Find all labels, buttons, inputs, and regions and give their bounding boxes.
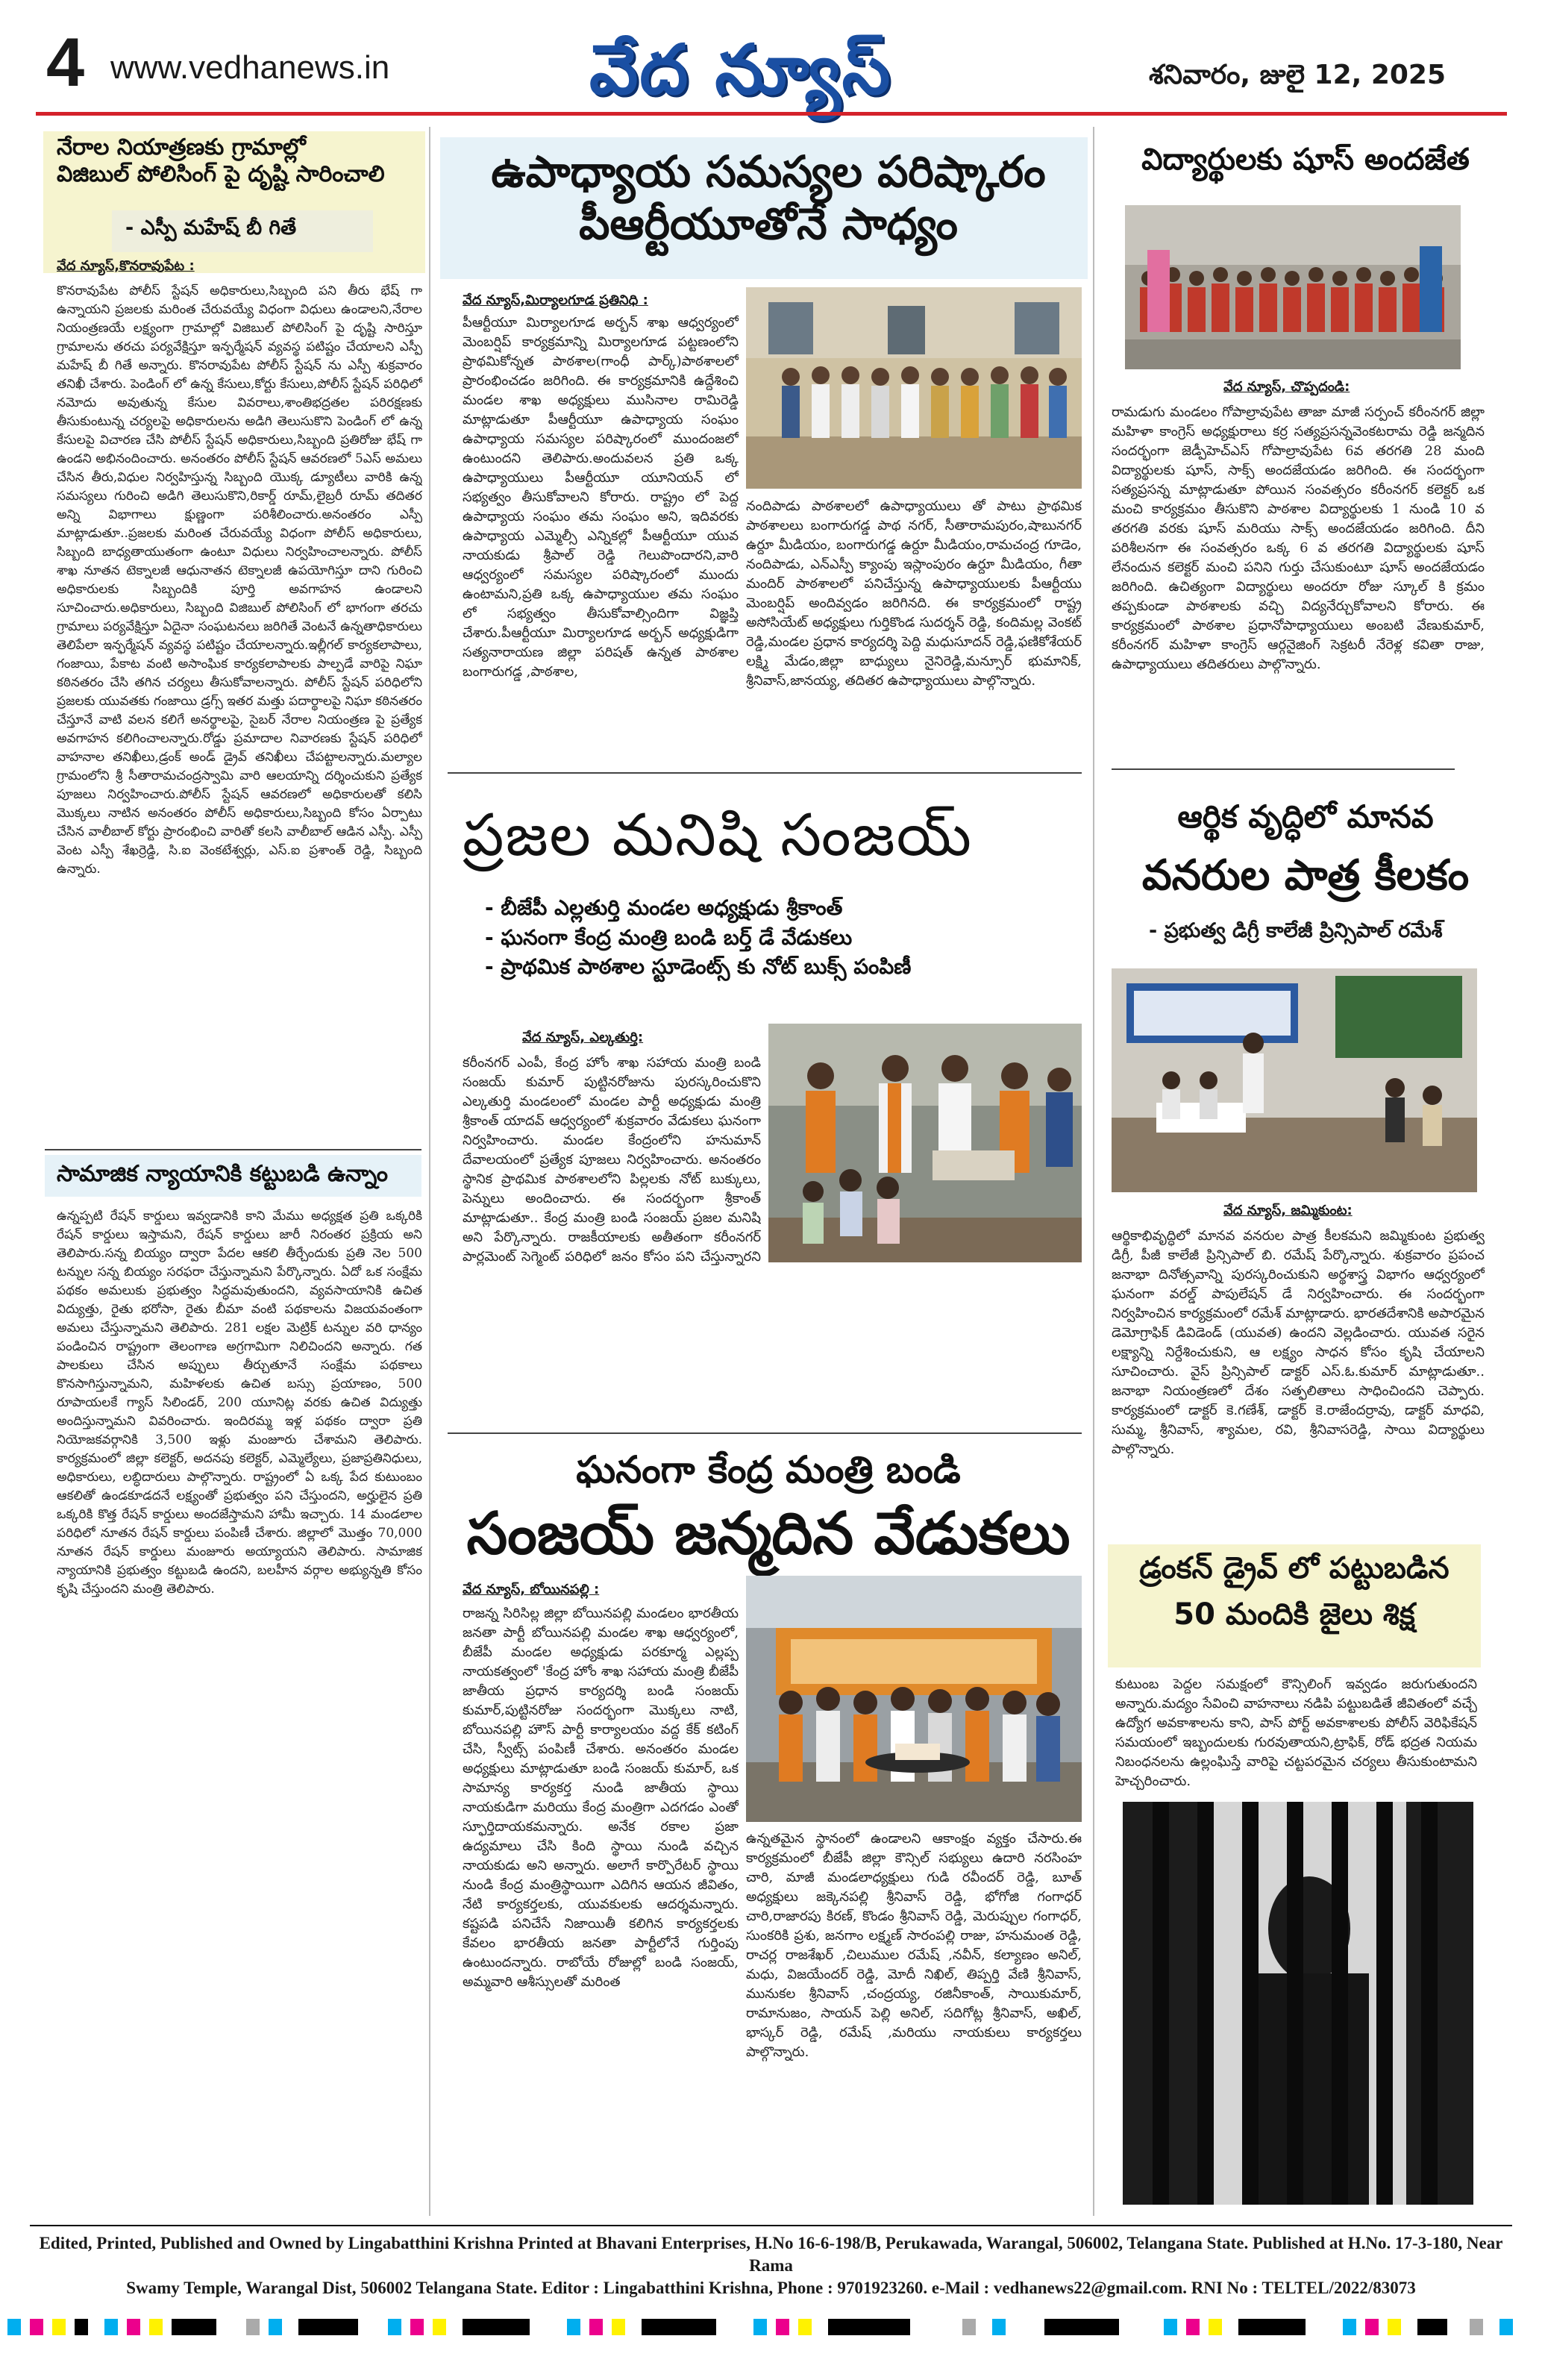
article-title-line: పీఆర్టీయూతోనే సాధ్యం	[579, 198, 958, 249]
section-divider	[1112, 768, 1455, 770]
article-title-line: విజిబుల్ పోలిసింగ్ పై దృష్టి సారించాలి	[57, 161, 385, 187]
article-subtitle: - ఎస్పీ మహేష్ బీ గితే	[125, 216, 297, 239]
imprint-line: Edited, Printed, Published and Owned by Lingabatthini Krishna Printed at Bhavani Enterprises, H.No 16-6-198/B, Perukawada, Warangal, 506002, Telangana State. Published at H.No. 17-3-180, Near Rama	[39, 2234, 1503, 2275]
article-title: సామాజిక న్యాయానికి కట్టుబడి ఉన్నాం	[57, 1161, 388, 1187]
article-title: డ్రంకన్ డ్రైవ్ లో పట్టుబడిన	[1139, 1551, 1449, 1585]
article-body: పీఆర్టీయూ మిర్యాలగూడ అర్బన్ శాఖ ఆధ్వర్యంలో మెంబర్షిప్ కార్యక్రమాన్ని మిర్యాలగూడ పట్టణంలోని ప్రాథమికోన్నత పాఠశాల(గాంధీ పార్క్)పాఠశాలలో ప్రారంభించడం జరిగింది. ఈ కార్యక్రమానికి ఉద్దేశించి మండల శాఖ అధ్యక్షులు ముసినాల రామిరెడ్డి మాట్లాడుతూ పీఆర్టీయూ ఉపాధ్యాయ సంఘం ఉపాధ్యాయ సమస్యల పరిష్కారంలో ముందంజలో ఉంటుందని తెలిపారు.అందువలన ప్రతి ఒక్క ఉపాధ్యాయులు పీఆర్టీయూ యూనియన్ లో సభ్యత్వం తీసుకోవాలని కోరారు. రాష్ట్రం లో పెద్ద ఉపాధ్యాయ సంఘం తమ సంఘం అని, ఇదివరకు ఉపాధ్యాయ ఎమ్మెల్సీ ఎన్నికల్లో పీఆర్టీయూ యువ నాయకుడు శ్రీపాల్ రెడ్డి గెలుపొందారని,వారి ఆధ్వర్యంలో సమస్యల పరిష్కారంలో ముందు ఉంటామని,ప్రతి ఒక్క ఉపాధ్యాయుల తమ సంఘం లో సభ్యత్వం తీసుకోవాల్సిందిగా విజ్ఞప్తి చేశారు.పీఆర్టీయూ మిర్యాలగూడ అర్బన్ అధ్యక్షుడిగా సత్యనారాయణ జిల్లా పరిషత్ ఉన్నత పాఠశాల బంగారుగడ్డ ,పాఠశాల,	[463, 315, 739, 680]
masthead-logo: వేద న్యూస్	[589, 30, 892, 110]
article-title	[57, 134, 422, 188]
section-divider	[448, 1432, 1082, 1434]
article-body-continued	[463, 1268, 1082, 1418]
section-divider	[448, 772, 1082, 774]
article-title: విద్యార్థులకు షూస్ అందజేత	[1141, 143, 1470, 177]
bullet-item: - బీజేపీ ఎల్లతుర్తి మండల అధ్యక్షుడు శ్రీకాంత్	[485, 895, 843, 920]
section-divider	[45, 1149, 421, 1150]
article-body: రాజన్న సిరిసిల్ల జిల్లా బోయినపల్లి మండలం భారతీయ జనతా పార్టీ బోయినపల్లి మండల శాఖ ఆధ్వర్యంలో, బీజేపీ మండల అధ్యక్షుడు పరకూర్మ ఎల్లప్ప నాయకత్వంలో 'కేంద్ర హోం శాఖ సహాయ మంత్రి బీజేపీ జాతీయ ప్రధాన కార్యదర్శి బండి సంజయ్ కుమార్,పుట్టినరోజు సందర్భంగా మొక్కలు నాటి, బోయినపల్లి హౌస్ పార్టీ కార్యాలయం వద్ద కేక్ కటింగ్ చేసి, స్వీట్స్ పంపిణీ చేశారు. అనంతరం మండల అధ్యక్షులు మాట్లాడుతూ బండి సంజయ్ కుమార్, ఒక సామాన్య కార్యకర్త నుండి జాతీయ స్థాయి నాయకుడిగా మరియు కేంద్ర మంత్రిగా ఎదగడం ఎంతో స్ఫూర్తిదాయకమన్నారు. అనేక రకాల ప్రజా ఉద్యమాలు చేసి కింది స్థాయి నుండి వచ్చిన నాయకుడు అని అన్నారు. అలాగే కార్పొరేటర్ స్థాయి నుండి కేంద్ర మంత్రిస్థాయిగా ఎదిగిన ఆయన జీవితం, నేటి కార్యకర్తలకు, యువకులకు ఆదర్శమన్నారు. కష్టపడి పనిచేసే నిజాయితీ కలిగిన కార్యకర్తలకు కేవలం భారతీయ జనతా పార్టీలోనే గుర్తింపు ఉంటుందన్నారు. రాబోయే రోజుల్లో బండి సంజయ్, అమ్మవారి ఆశీస్సులతో మరింత	[463, 1606, 739, 1990]
article-title: ఆర్థిక వృద్ధిలో మానవ	[1177, 798, 1434, 835]
article-body: కరీంనగర్ ఎంపీ, కేంద్ర హోం శాఖ సహాయ మంత్రి బండి సంజయ్ కుమార్ పుట్టినరోజును పురస్కరించుకొని ఎల్కతుర్తి మండలంలో మండల పార్టీ అధ్యక్షుడు మంత్రి శ్రీకాంత్ యాదవ్ ఆధ్వర్యంలో శుక్రవారం వేడుకలు ఘనంగా నిర్వహించారు. మండల కేంద్రంలోని హనుమాన్ దేవాలయంలో ప్రత్యేక పూజలు నిర్వహించారు. అనంతరం స్థానిక ప్రాథమిక పాఠశాలలోని పిల్లలకు నోట్ బుక్కులు, పెన్నులు అందించారు. ఈ సందర్భంగా శ్రీకాంత్ మాట్లాడుతూ.. కేంద్ర మంత్రి బండి సంజయ్ ప్రజల మనిషి అని పేర్కొన్నారు. రాజకీయాలకు అతీతంగా కరీంనగర్ పార్లమెంట్ సెగ్మెంట్ పరిధిలో జనం కోసం పని చేస్తున్నారని	[463, 1055, 761, 1265]
dateline: వేద న్యూస్, చొప్పదండి:	[1223, 379, 1350, 395]
article-bullets	[485, 895, 911, 984]
dateline: వేద న్యూస్,కొనరావుపేట :	[57, 258, 195, 274]
column-divider	[429, 127, 430, 2216]
jail-bars-photo	[1123, 1802, 1473, 2205]
article-title: ప్రజల మనిషి సంజయ్	[463, 802, 973, 869]
page-number: 4	[46, 25, 85, 101]
footer-rule	[30, 2225, 1512, 2226]
bullet-item: - ప్రాథమిక పాఠశాల స్టూడెంట్స్ కు నోట్ బుక్స్ పంపిణీ	[485, 954, 912, 980]
dateline: వేద న్యూస్, ఎల్కతుర్తి:	[522, 1030, 644, 1045]
article-body: ఉన్నతమైన స్థానంలో ఉండాలని ఆకాంక్షం వ్యక్తం చేసారు.ఈ కార్యక్రమంలో బీజేపీ జిల్లా కౌన్సిల్ సభ్యులు ఉదారి నరసింహ చారి, మాజీ మండలాధ్యక్షులు గుడి రవీందర్ రెడ్డి, బూత్ అధ్యక్షులు జక్కెనపల్లి శ్రీనివాస్ రెడ్డి, భోగోజి గంగాధర్ చారి,రాజారపు కిరణ్, కొండం శ్రీనివాస్ రెడ్డి, మెరుప్పుల గంగాధర్, సుంకరికి ప్రశు, జనగాం లక్ష్మణ్ సారంపల్లి రాజు, హనుమంత రెడ్డి, రాచర్ల రాజశేఖర్ ,చిలుముల రమేష్ ,నవీన్, కల్యాణం అనిల్, మధు, విజయేందర్ రెడ్డి, మోదీ నిఖిల్, తిప్పర్తి వేణి శ్రీనివాస్, మునుకల శ్రీనివాస్ ,చంద్రయ్య, రజినీకాంత్, సాయికుమార్, రామానుజం, సాయన్ పెల్లి అనిల్, సదిగోట్ల శ్రీనివాస్, అఖిల్, భాస్కర్ రెడ్డి, రమేష్ ,మరియు నాయకులు కార్యకర్తలు పాల్గొన్నారు.	[746, 1831, 1082, 2060]
birthday-celebration-photo	[746, 1576, 1082, 1822]
imprint-footer	[30, 2232, 1512, 2299]
color-registration-bar	[0, 2319, 1542, 2337]
imprint-line: Swamy Temple, Warangal Dist, 506002 Telangana State. Editor : Lingabatthini Krishna, Phone : 9701923260. e-Mail : vedhanews22@gmail.com. RNI No : TELTEL/2022/83073	[126, 2279, 1416, 2297]
article-title: సంజయ్ జన్మదిన వేడుకలు	[466, 1500, 1071, 1568]
seminar-photo	[1112, 968, 1477, 1192]
bullet-item: - ఘనంగా కేంద్ర మంత్రి బండి బర్త్ డే వేడుకలు	[485, 924, 853, 950]
teachers-group-photo	[746, 287, 1082, 489]
article-body: కుటుంబ పెద్దల సమక్షంలో కౌన్సిలింగ్ ఇవ్వడం జరుగుతుందని అన్నారు.మద్యం సేవించి వాహనాలు నడిపి పట్టుబడితే జీవితంలో వచ్చే ఉద్యోగ అవకాశాలను కాని, పాస్ పోర్ట్ అవకాశాలకు పోలీస్ వెరిఫికేషన్ సమయంలో ఇబ్బందులకు గురవుతాయని,ట్రాఫిక్, రోడ్ భద్రత నియమ నిబంధనలను ఉల్లంఘిస్తే వారిపై చట్టపరమైన చర్యలు తీసుకుంటామని హెచ్చరించారు.	[1115, 1676, 1477, 1789]
students-shoes-photo	[1125, 205, 1461, 369]
website-url[interactable]: www.vedhanews.in	[110, 49, 390, 86]
dateline: వేద న్యూస్,మిర్యాలగూడ ప్రతినిధి :	[463, 292, 648, 308]
header-rule	[36, 112, 1507, 116]
dateline: వేద న్యూస్, జమ్మికుంట:	[1223, 1203, 1353, 1218]
dateline: వేద న్యూస్, బోయినపల్లి :	[463, 1582, 600, 1597]
article-title-line: ఉపాధ్యాయ సమస్యల పరిష్కారం	[491, 146, 1046, 197]
article-subtitle: - ప్రభుత్వ డిగ్రీ కాలేజీ ప్రిన్సిపాల్ రమేశ్	[1149, 919, 1443, 942]
column-divider	[1093, 127, 1094, 2216]
article-body: కొనరావుపేట పోలీస్ స్టేషన్ అధికారులు,సిబ్బంది పని తీరు భేష్ గా ఉన్నాయని ప్రజలకు మరింత చేరువయ్యే విధంగా విధులు ఉండాలని,నేరాల నియంత్రణయే లక్ష్యంగా గ్రామాల్లో విజిబుల్ పోలిసింగ్ పై దృష్టి సారిస్తూ గ్రామాలను తరచు పర్యవేక్షిస్తూ ఇన్ఫర్మేషన్ వ్యవస్థ పటిష్టం చేయాలని ఎస్పీ మహేష్ బీ గితే అన్నారు. కొనరావుపేట పోలీస్ స్టేషన్ ను ఎస్పీ శుక్రవారం తనిఖీ చేశారు. పెండింగ్ లో ఉన్న కేసులు,కోర్టు కేసులు,పోలీస్ స్టేషన్ పరిధిలో నమోదు అవుతున్న కేసుల వివరాలు,శాంతిభద్రతల పరిరక్షణకు తీసుకుంటున్న చర్యలపై అధికారులను అడిగి తెలుసుకొని పెండింగ్ లో ఉన్న కేసులపై విచారణ చేసి పోలీస్ స్టేషన్ అధికారులు,సిబ్బంది ప్రతిరోజు భేష్ గా ఉండని అభినందించారు. అనంతరం పోలీస్ స్టేషన్ ఆవరణలో 5ఎస్ అమలు చేసిన తీరు,విధుల నిర్వహిస్తున్న సిబ్బంది యొక్క డ్యూటీలు వారికి ఉన్న సమస్యలు గురించి అడిగి తెలుసుకొని,రికార్డ్ రూమ్,లైబ్రరీ రూమ్ తదితర అన్ని విభాగాలు క్షుణ్ణంగా పరిశీలించారు.అనంతరం ఎస్పీ మాట్లాడుతూ..ప్రజలకు మరింత చేరువయ్యే విధంగా పోలీస్ అధికారులు, సిబ్బంది బాధ్యతాయుతంగా ఉంటూ విధులు నిర్వహించాలన్నారు. పోలీస్ శాఖ నూతన టెక్నాలజీ ఆధునాతన టెక్నాలజీ ఉపయోగిస్తూ దాని గురించి అధికారులకు సిబ్బందికి పూర్తి అవగాహన ఉండాలని సూచించారు.అధికారులు, సిబ్బంది విజిబుల్ పోలిసింగ్ లో భాగంగా తరచు గ్రామాలు పర్యవేక్షిస్తూ ఏదైనా సంఘటనలు జరిగితే వెంటనే ఉన్నతాధికారులు తెలిపేలా ఇన్ఫర్మేషన్ వ్యవస్థ పటిష్టం చేయాలన్నారు.ఇల్లీగల్ కార్యకలాపాలు, గంజాయి, పేకాట వంటి అసాంఘిక కార్యకలాపాలకు పాల్పడే వారిపై నిఘా కఠినతరం చేసి తగిన చర్యలు తీసుకోవాలన్నారు. పోలీస్ స్టేషన్ పరిధిలోని ప్రజలకు యువతకు గంజాయి డ్రగ్స్ ఇతర మత్తు పదార్థాలపై నిఘా కఠినతరం చేస్తూనే వాటి వలన కలిగే అనర్థాలపై, సైబర్ నేరాల నియంత్రణ పై ప్రత్యేక అవగాహన కలిగించాలన్నారు.రోడ్డు ప్రమాదాల నివారణకు స్టేషన్ పరిధిలో వాహనాల తనిఖీలు,డ్రంక్ అండ్ డ్రైవ్ తనిఖీలు చేపట్టాలన్నారు.మల్యాల గ్రామంలోని శ్రీ సీతారామచంద్రస్వామి వారి ఆలయాన్ని దర్శించుకుని ప్రత్యేక పూజలు నిర్వహించారు.పోలీస్ స్టేషన్ ఆవరణలో అధికారులతో కలిసి మొక్కలు నాటిన అనంతరం పోలీస్ అధికారులు,సిబ్బంది కోసం ఏర్పాటు చేసిన వాలీబాల్ కోర్టు ప్రారంభించి వారితో కలసి వాలీబాల్ ఆడిన ఎస్పీ. ఎస్పీ వెంట ఎస్పీ శేఖర్రెడ్డి, సి.ఐ వెంకటేశ్వర్లు, ఎస్.ఐ ప్రశాంత్ రెడ్డి, సిబ్బంది ఉన్నారు.	[57, 284, 422, 877]
article-title: వనరుల పాత్ర కీలకం	[1141, 851, 1470, 900]
article-title: 50 మందికి జైలు శిక్ష	[1173, 1597, 1415, 1632]
notebook-distribution-photo	[768, 1024, 1082, 1262]
article-title: ఘనంగా కేంద్ర మంత్రి బండి	[576, 1448, 961, 1491]
issue-date: శనివారం, జులై 12, 2025	[1149, 60, 1447, 90]
article-body: ఆర్థికాభివృద్ధిలో మానవ వనరుల పాత్ర కీలకమని జమ్మికుంట ప్రభుత్వ డిగ్రీ, పీజీ కాలేజీ ప్రిన్సిపాల్ బి. రమేష్ పేర్కొన్నారు. శుక్రవారం ప్రపంచ జనాభా దినోత్సవాన్ని పురస్కరించుకుని అర్థశాస్త్ర విభాగం ఆధ్వర్యంలో ఘనంగా వరల్డ్ పాపులేషన్ డే నిర్వహించారు. ఈ సందర్భంగా నిర్వహించిన కార్యక్రమంలో రమేశ్ మాట్లాడారు. భారతదేశానికి అపారమైన డెమోగ్రాఫిక్ డివిడెండ్ (యువత) ఉందని వెల్లడించారు. యువత సరైన లక్ష్యాన్ని నిర్దేశించుకుని, ఆ లక్ష్యం సాధన కోసం కృషి చేయాలని సూచించారు. వైస్ ప్రిన్సిపాల్ డాక్టర్ ఎస్.ఓ.కుమార్ మాట్లాడుతూ.. జనాభా నియంత్రణలో దేశం సత్ఫలితాలు సాధించిందని చెప్పారు. కార్యక్రమంలో డాక్టర్ కె.గణేశ్, డాక్టర్ కె.రాజేందర్రావు, డాక్టర్ మాధవి, సుమ్మ, శ్రీనివాస్, శ్యామల, రవి, శ్రీనివాసరెడ్డి, సాయి విద్యార్థులు పాల్గొన్నారు.	[1112, 1228, 1485, 1457]
article-body: ఉన్నప్పటి రేషన్ కార్డులు ఇవ్వడానికి కాని మేము అధ్యక్షత ప్రతి ఒక్కరికి రేషన్ కార్డులు ఇస్తామని, రేషన్ కార్డులు జారీ నిరంతర ప్రక్రియ అని తెలిపారు.సన్న బియ్యం ద్వారా పేదల ఆకలి తీర్చేందుకు ప్రతి నెల 500 టన్నుల సన్న బియ్యం సరఫరా చేస్తున్నామని పేర్కొన్నారు. ఏదో ఒక సంక్షేమ పథకం అమలుకు ప్రభుత్వం సిద్ధమవుతుందని, వ్యవసాయానికి ఉచిత విద్యుత్తు, రైతు భరోసా, రైతు బీమా వంటి పథకాలను విజయవంతంగా అమలు చేస్తున్నామని తెలిపారు. 281 లక్షల మెట్రిక్ టన్నుల వరి ధాన్యం పండించిన రాష్ట్రంగా తెలంగాణ అగ్రగామిగా నిలిచిందని అన్నారు. గత పాలకులు చేసిన అప్పులు తీర్చుతూనే సంక్షేమ పథకాలు కొనసాగిస్తున్నామని, మహిళలకు ఉచిత బస్సు ప్రయాణం, 500 రూపాయలకే గ్యాస్ సిలిండర్, 200 యూనిట్ల వరకు ఉచిత విద్యుత్తు అందిస్తున్నామని వివరించారు. ఇందిరమ్మ ఇళ్ల పథకం ద్వారా ప్రతి నియోజకవర్గానికి 3,500 ఇళ్లు మంజూరు చేశామని తెలిపారు. కార్యక్రమంలో జిల్లా కలెక్టర్, అదనపు కలెక్టర్, ఎమ్మెల్యేలు, ప్రజాప్రతినిధులు, అధికారులు, లబ్ధిదారులు పాల్గొన్నారు. రాష్ట్రంలో ఏ ఒక్క పేద కుటుంబం ఆకలితో ఉండకూడదనే లక్ష్యంతో ప్రభుత్వం పని చేస్తుందని, అర్హులైన ప్రతి ఒక్కరికి కొత్త రేషన్ కార్డులు అందజేస్తామని హామీ ఇచ్చారు. 14 మండలాల పరిధిలో నూతన రేషన్ కార్డులు పంపిణీ చేశారు. జిల్లాలో మొత్తం 70,000 నూతన రేషన్ కార్డులు మంజూరు అయ్యాయని తెలిపారు. సామాజిక న్యాయానికి ప్రభుత్వం కట్టుబడి ఉందని, బలహీన వర్గాల అభ్యున్నతి కోసం కృషి చేస్తుందని మంత్రి తెలిపారు.	[57, 1209, 422, 1597]
article-title	[463, 146, 1074, 250]
article-body: రామడుగు మండలం గోపాల్రావుపేట తాజా మాజీ సర్పంచ్ కరీంనగర్ జిల్లా మహిళా కాంగ్రెస్ అధ్యక్షురాలు కర్ర సత్యప్రసన్నవెంకటరామ రెడ్డి జన్మదిన సందర్భంగా జెడ్పీహెచ్ఎస్ గోపాల్రావుపేట 6వ తరగతి 28 మంది విద్యార్థులకు షూస్, సాక్స్ అందజేయడం జరిగింది. ఈ సందర్భంగా సత్యప్రసన్న మాట్లాడుతూ పోయిన సంవత్సరం కరీంనగర్ కలెక్టర్ ఒక మంచి కార్యక్రమం తీసుకొని పాఠశాల విద్యార్థులకు 1 నుండి 10 వ తరగతి వరకు షూస్ మరియు సాక్స్ అందజేయడం జరిగింది. దీని పరిశీలనగా ఈ సంవత్సరం ఒక్క 6 వ తరగతి విద్యార్థులకు షూస్ లేనందున కలెక్టర్ మంచి పనిని గుర్తు చేసుకుంటూ షూస్ అందజేయడం జరిగింది. ఉచిత్యంగా విద్యార్థులు అందరూ రోజు స్కూల్ కి క్రమం తప్పకుండా పాఠశాలకు వచ్చి విద్యనేర్చుకోవాలని కోరారు. ఈ కార్యక్రమంలో పాఠశాల ప్రధానోపాధ్యాయులు అంబటి వేణుకుమార్, కరీంనగర్ మహిళా కాంగ్రెస్ ఆర్గనైజింగ్ సెక్రటరీ నేరెళ్ల కవితా రాజు, ఉపాధ్యాయులు తదితరులు పాల్గొన్నారు.	[1112, 404, 1485, 672]
article-title-line: నేరాల నియాత్రణకు గ్రామాల్లో	[57, 134, 306, 160]
article-body: నందిపాడు పాఠశాలలో ఉపాధ్యాయులు తో పాటు ప్రాథమిక పాఠశాలలు బంగారుగడ్డ పాథ నగర్, సీతారామపురం,షాబునగర్ ఉర్దూ మీడియం, బంగారుగడ్డ ఉర్దూ మీడియం,రామచంద్ర గూడెం, నందిపాడు, ఎన్ఎస్పీ క్యాంపు ఇస్లాంపురం ఉర్దూ మీడియం, గీతా మందిర్ పాఠశాలలో పనిచేస్తున్న ఉపాధ్యాయులకు పీఆర్టీయు మెంబర్షిప్ అందివ్వడం జరిగినది. ఈ కార్యక్రమంలో రాష్ట్ర అసోసియేట్ అధ్యక్షులు గుర్తికొండ సుదర్శన్ రెడ్డి, కందిమల్ల వెంకట్ రెడ్డి,మండల ప్రధాన కార్యదర్శి పెద్ది మధుసూదన్ రెడ్డి,ఫణికోశేయర్ లక్ష్మి మేడం,జిల్లా బాధ్యులు నైనిరెడ్డి,మన్సూర్ భుమానిక్, శ్రీనివాస్,జానయ్య, తదితర ఉపాధ్యాయులు పాల్గొన్నారు.	[746, 498, 1082, 689]
